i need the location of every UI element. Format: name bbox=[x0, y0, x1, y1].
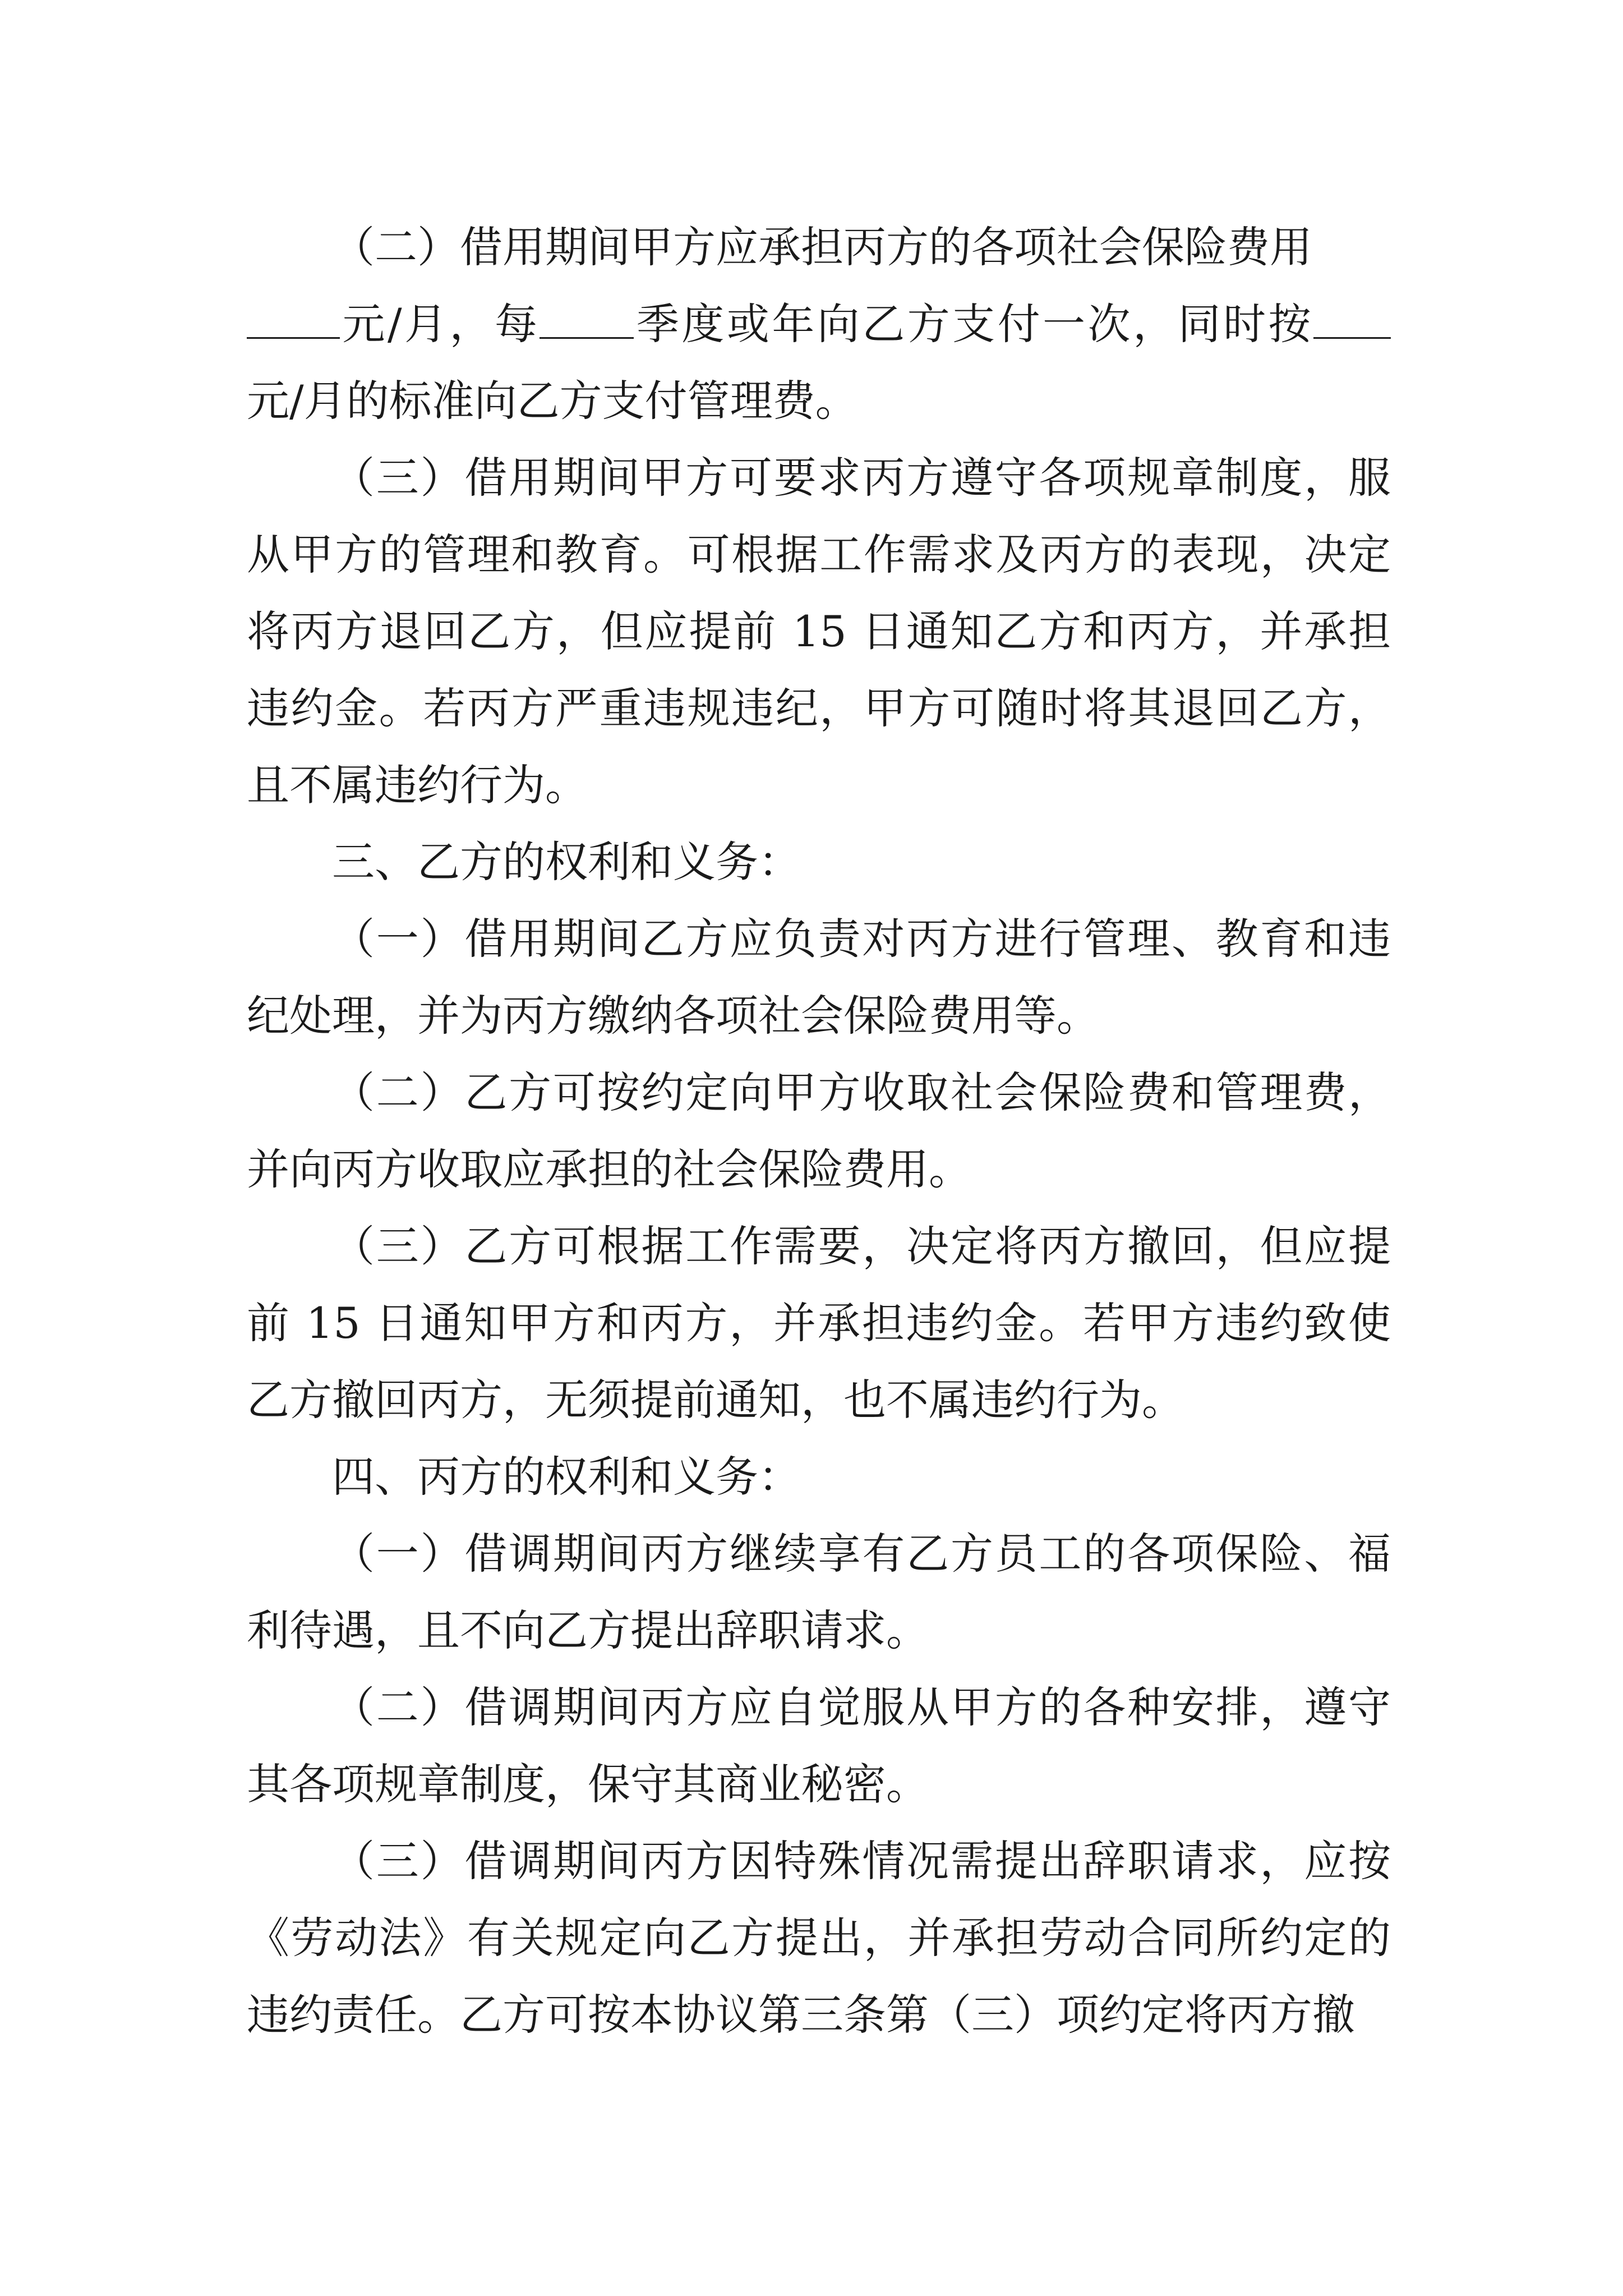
paragraph-fee-terms bbox=[247, 209, 1391, 439]
document-body bbox=[247, 209, 1391, 2053]
blank-period bbox=[540, 299, 634, 339]
heading-party-b-rights: 三、乙方的权利和义务： bbox=[332, 837, 801, 887]
paragraph-party-b-management: （一）借用期间乙方应负责对丙方进行管理、教育和违纪处理，并为丙方缴纳各项社会保险费用等。 bbox=[247, 914, 1391, 1041]
paragraph-fee-terms-part-3: 季度或年向乙方支付一次，同时按 bbox=[634, 299, 1314, 349]
paragraph-fee-terms-part-1: （二）借用期间甲方应承担丙方的各项社会保险费用 bbox=[332, 222, 1312, 272]
blank-amount-per-month bbox=[247, 299, 340, 339]
paragraph-party-c-benefits: （一）借调期间丙方继续享有乙方员工的各项保险、福利待遇，且不向乙方提出辞职请求。 bbox=[247, 1529, 1391, 1655]
paragraph-party-b-withdraw: （三）乙方可根据工作需要，决定将丙方撤回，但应提前 15 日通知甲方和丙方，并承担违约金。若甲方违约致使乙方撤回丙方，无须提前通知，也不属违约行为。 bbox=[247, 1221, 1391, 1425]
paragraph-party-a-return: （三）借用期间甲方可要求丙方遵守各项规章制度，服从甲方的管理和教育。可根据工作需求及丙方的表现，决定将丙方退回乙方，但应提前 15 日通知乙方和丙方，并承担违约金。若丙方严重违规违纪，甲方可随时将其退回乙方，且不属违约行为。 bbox=[247, 453, 1391, 810]
paragraph-party-c-resignation: （三）借调期间丙方因特殊情况需提出辞职请求，应按《劳动法》有关规定向乙方提出，并承担劳动合同所约定的违约责任。乙方可按本协议第三条第（三）项约定将丙方撤 bbox=[247, 1836, 1391, 2040]
blank-management-fee bbox=[1313, 299, 1391, 339]
paragraph-party-c-obedience: （二）借调期间丙方应自觉服从甲方的各种安排，遵守其各项规章制度，保守其商业秘密。 bbox=[247, 1682, 1391, 1809]
paragraph-party-b-collection: （二）乙方可按约定向甲方收取社会保险费和管理费，并向丙方收取应承担的社会保险费用。 bbox=[247, 1068, 1391, 1194]
paragraph-fee-terms-part-4: 元/月的标准向乙方支付管理费。 bbox=[247, 376, 858, 426]
paragraph-fee-terms-part-2: 元/月，每 bbox=[340, 299, 540, 349]
heading-party-c-rights: 四、丙方的权利和义务： bbox=[332, 1452, 801, 1502]
